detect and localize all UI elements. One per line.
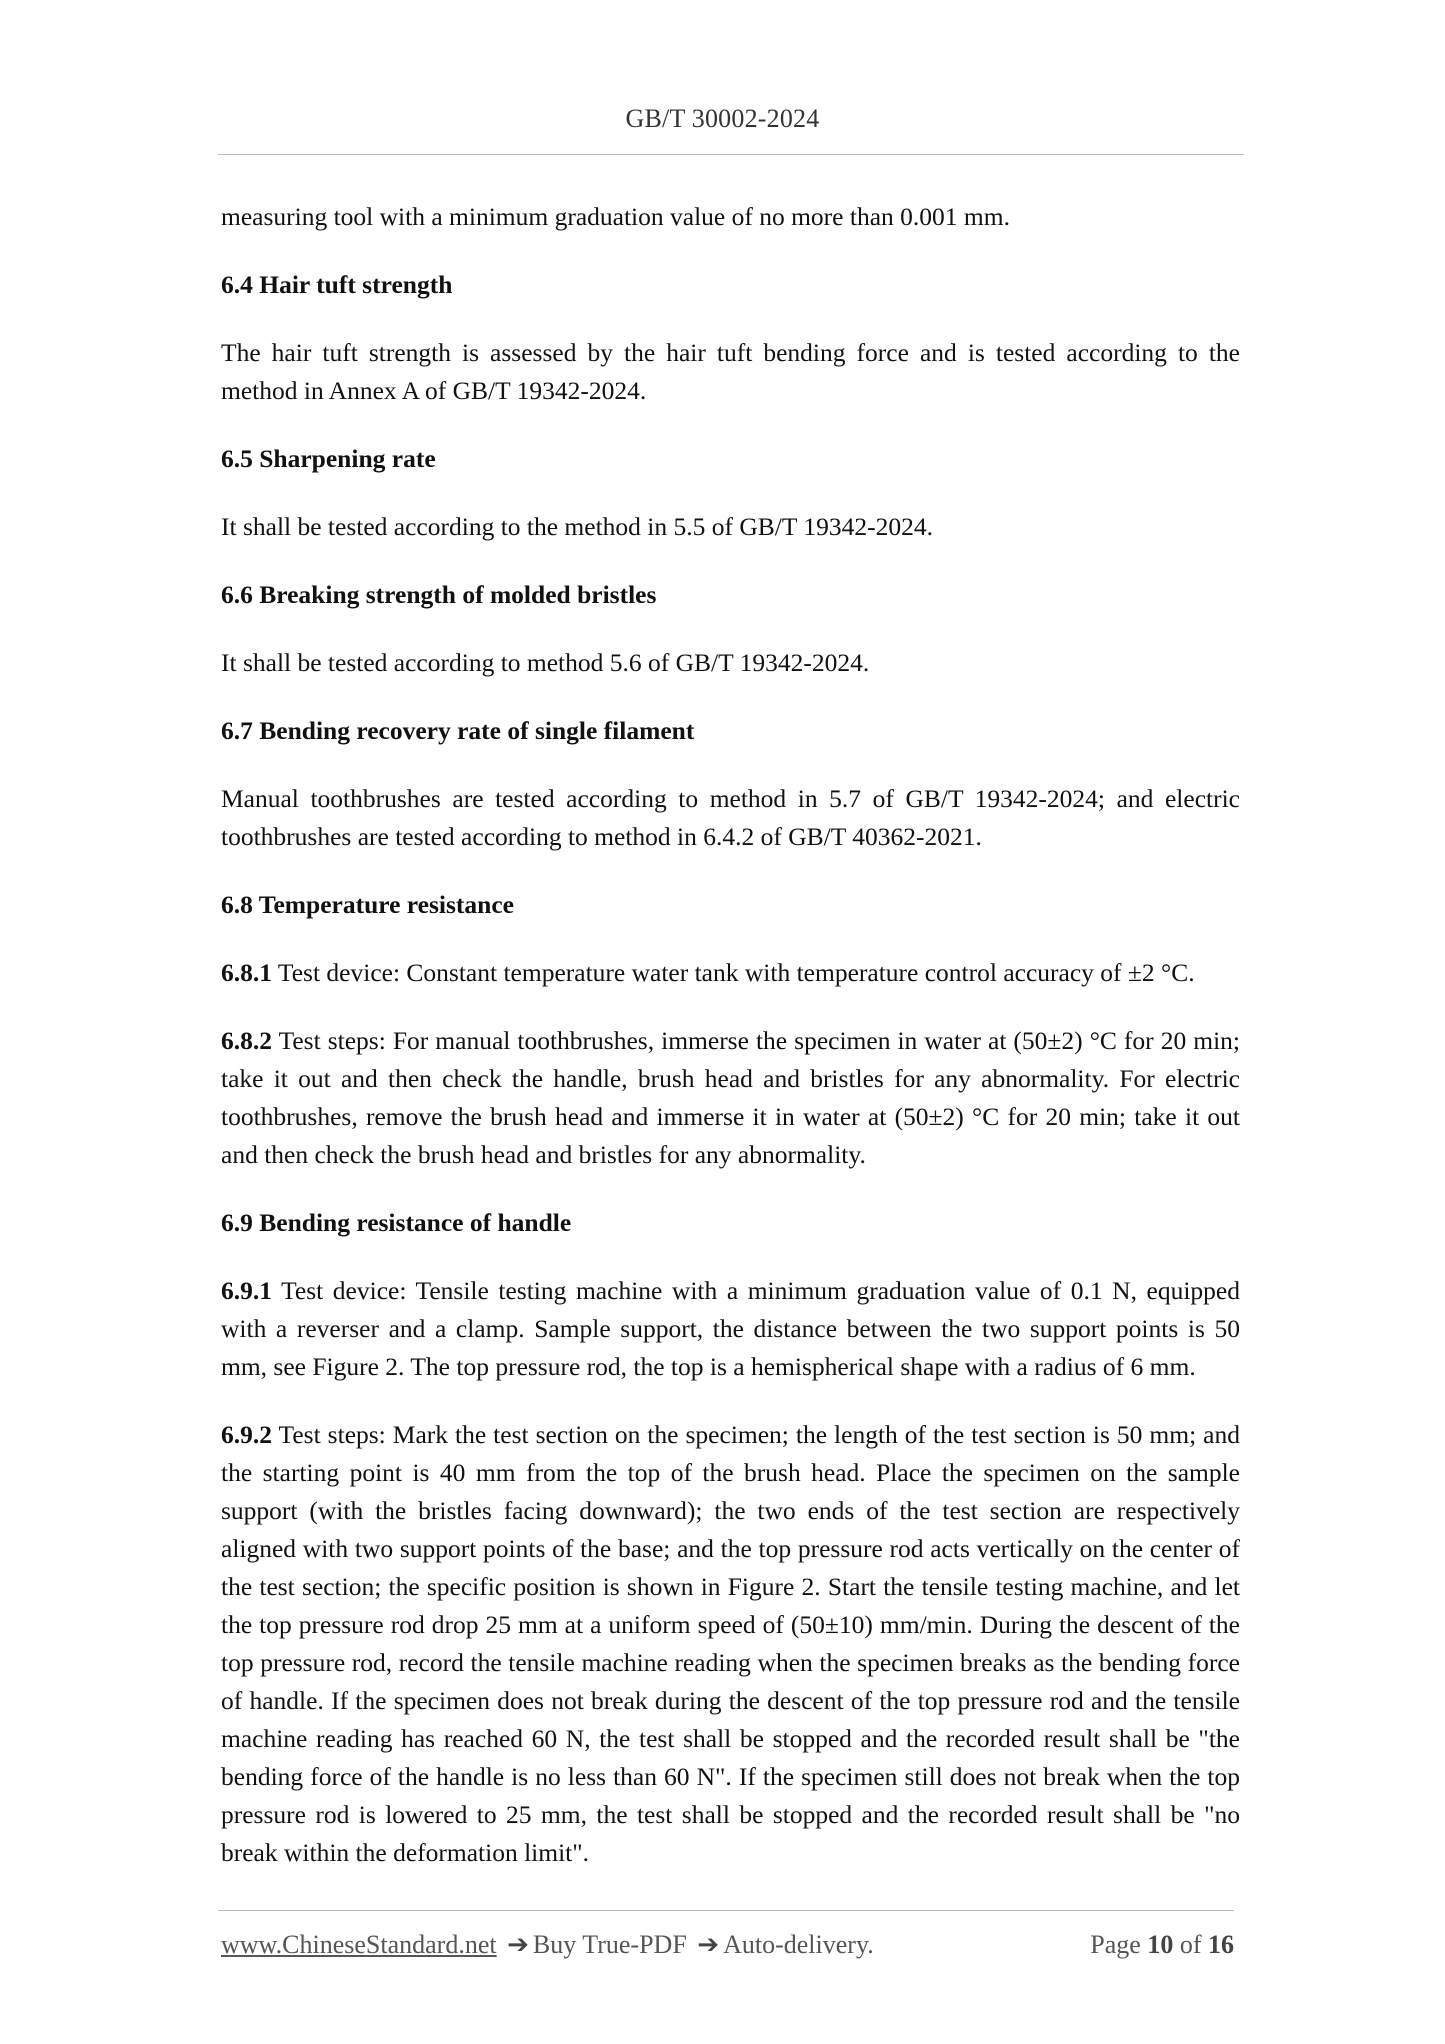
- page-body: [221, 198, 1240, 1902]
- clause-6-9-1-text: Test device: Tensile testing machine with a minimum graduation value of 0.1 N, equipped with a reverser and a clamp. Sample support, the distance between the two support points is 50 mm, see Figure 2. The top pressure rod, the top is a hemispherical shape with a radius of 6 mm.: [221, 1276, 1240, 1381]
- section-6-6-heading: 6.6 Breaking strength of molded bristles: [221, 580, 657, 609]
- arrow-right-icon: ➔: [507, 1930, 529, 1959]
- page-footer: [221, 1930, 1234, 1960]
- section-6-4-heading: 6.4 Hair tuft strength: [221, 270, 453, 299]
- clause-6-8-1: [221, 954, 1240, 992]
- clause-6-9-1: [221, 1272, 1240, 1386]
- clause-6-9-2: [221, 1416, 1240, 1872]
- header-divider: [218, 154, 1244, 155]
- clause-6-9-1-number: 6.9.1: [221, 1276, 272, 1305]
- current-page: 10: [1147, 1930, 1174, 1959]
- clause-6-8-2-text: Test steps: For manual toothbrushes, immerse the specimen in water at (50±2) °C for 20 min; take it out and then check the handle, brush head and bristles for any abnormality. For electric toothbrushes, remove the brush head and immerse it in water at (50±2) °C for 20 min; take it out and then check the brush head and bristles for any abnormality.: [221, 1026, 1240, 1169]
- footer-promo: [221, 1930, 874, 1960]
- section-6-5-heading: 6.5 Sharpening rate: [221, 444, 436, 473]
- section-6-9-heading: 6.9 Bending resistance of handle: [221, 1208, 572, 1237]
- of-label: of: [1179, 1930, 1202, 1959]
- clause-6-9-2-text: Test steps: Mark the test section on the specimen; the length of the test section is 50 mm; and the starting point is 40 mm from the top of the brush head. Place the specimen on the sample support (with the bristles facing downward); the two ends of the test section are respectively aligned with two support points of the base; and the top pressure rod acts vertically on the center of the test section; the specific position is shown in Figure 2. Start the tensile testing machine, and let the top pressure rod drop 25 mm at a uniform speed of (50±10) mm/min. During the descent of the top pressure rod, record the tensile machine reading when the specimen breaks as the bending force of handle. If the specimen does not break during the descent of the top pressure rod and the tensile machine reading has reached 60 N, the test shall be stopped and the recorded result shall be "the bending force of the handle is no less than 60 N". If the specimen still does not break when the top pressure rod is lowered to 25 mm, the test shall be stopped and the recorded result shall be "no break within the deformation limit".: [221, 1420, 1240, 1867]
- clause-6-8-1-text: Test device: Constant temperature water tank with temperature control accuracy of ±2 °C.: [272, 958, 1195, 987]
- clause-6-8-1-number: 6.8.1: [221, 958, 272, 987]
- section-6-7-heading: 6.7 Bending recovery rate of single filament: [221, 716, 695, 745]
- auto-delivery-text: Auto-delivery.: [723, 1930, 874, 1959]
- website-link[interactable]: www.ChineseStandard.net: [221, 1930, 497, 1959]
- footer-divider: [218, 1910, 1234, 1911]
- page-number: [1090, 1930, 1234, 1960]
- buy-true-pdf-text: Buy True-PDF: [532, 1930, 687, 1959]
- section-6-6-text: It shall be tested according to method 5.6 of GB/T 19342-2024.: [221, 648, 870, 677]
- clause-6-8-2-number: 6.8.2: [221, 1026, 272, 1055]
- page-label: Page: [1090, 1930, 1141, 1959]
- section-6-7-text: Manual toothbrushes are tested according to method in 5.7 of GB/T 19342-2024; and electric toothbrushes are tested according to method in 6.4.2 of GB/T 40362-2021.: [221, 784, 1240, 851]
- continued-paragraph: measuring tool with a minimum graduation value of no more than 0.001 mm.: [221, 202, 1010, 231]
- clause-6-8-2: [221, 1022, 1240, 1174]
- section-6-4-text: The hair tuft strength is assessed by the hair tuft bending force and is tested according to the method in Annex A of GB/T 19342-2024.: [221, 338, 1240, 405]
- section-6-5-text: It shall be tested according to the method in 5.5 of GB/T 19342-2024.: [221, 512, 933, 541]
- running-header: GB/T 30002-2024: [625, 104, 820, 133]
- clause-6-9-2-number: 6.9.2: [221, 1420, 272, 1449]
- total-pages: 16: [1208, 1930, 1234, 1959]
- section-6-8-heading: 6.8 Temperature resistance: [221, 890, 514, 919]
- arrow-right-icon: ➔: [697, 1930, 720, 1959]
